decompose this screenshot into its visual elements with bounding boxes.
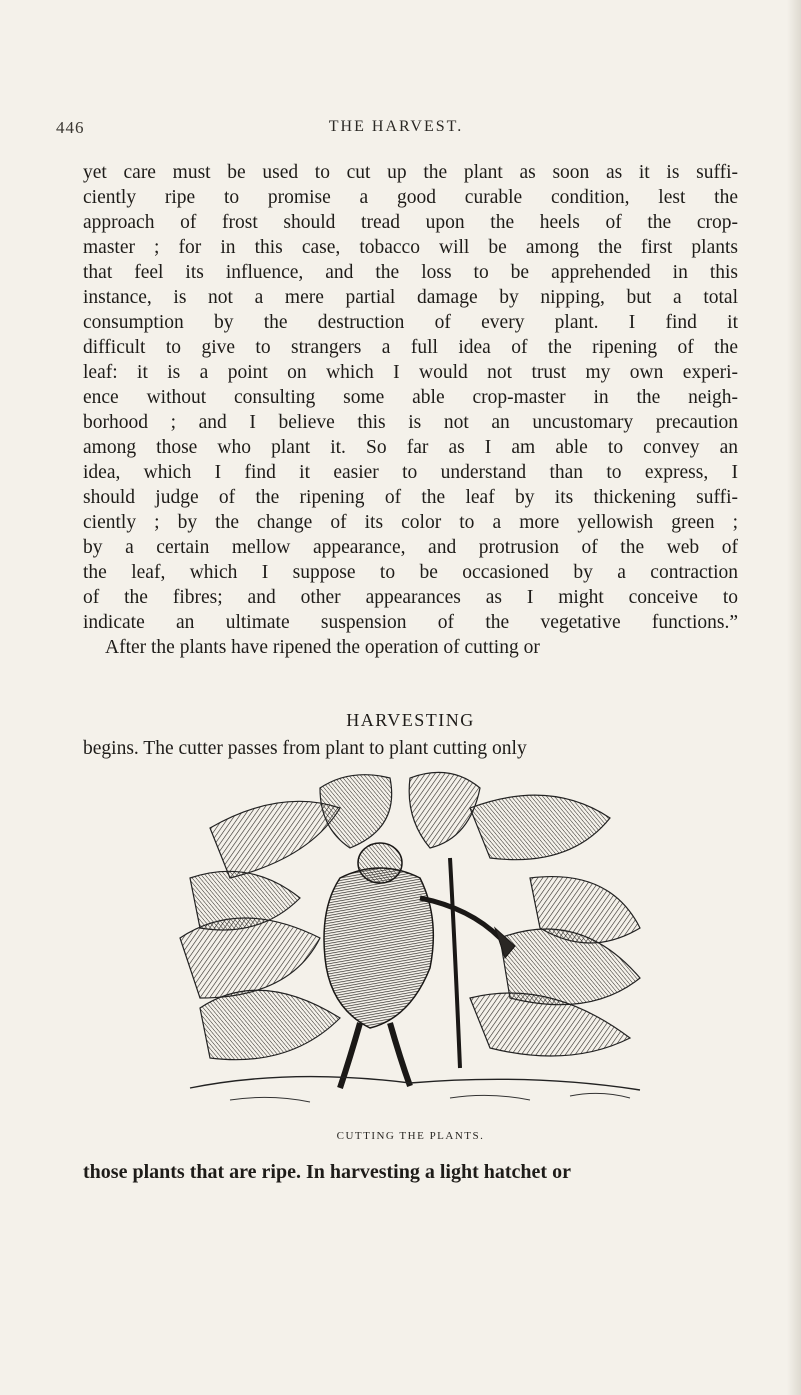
- text-line: that feel its influence, and the loss to be apprehended in this: [83, 262, 738, 283]
- running-header: [56, 118, 736, 142]
- text-line: After the plants have ripened the operation of cutting or: [105, 637, 540, 658]
- page-number: 446: [56, 118, 85, 137]
- text-line: idea, which I find it easier to understand than to express, I: [83, 462, 738, 483]
- text-line: by a certain mellow appearance, and protrusion of the web of: [83, 537, 738, 558]
- continuation-line: begins. The cutter passes from plant to plant cutting only: [83, 738, 527, 759]
- figure-caption: CUTTING THE PLANTS.: [336, 1130, 485, 1142]
- text-line: yet care must be used to cut up the plant as soon as it is suffi-: [83, 162, 738, 183]
- text-line: instance, is not a mere partial damage by nipping, but a total: [83, 287, 738, 308]
- text-line: consumption by the destruction of every plant. I find it: [83, 312, 738, 333]
- page-edge-shadow: [787, 0, 801, 1395]
- body-paragraph: [83, 160, 738, 660]
- text-line: among those who plant it. So far as I am able to convey an: [83, 437, 738, 458]
- text-line: should judge of the ripening of the leaf by its thickening suffi-: [83, 487, 738, 508]
- text-line: leaf: it is a point on which I would not trust my own experi-: [83, 362, 738, 383]
- text-line: of the fibres; and other appearances as I might conceive to: [83, 587, 738, 608]
- text-line: borhood ; and I believe this is not an uncustomary precaution: [83, 412, 738, 433]
- text-line: ciently ; by the change of its color to a more yellowish green ;: [83, 512, 738, 533]
- text-line: master ; for in this case, tobacco will be among the first plants: [83, 237, 738, 258]
- bottom-text-line: those plants that are ripe. In harvesting a light hatchet or: [83, 1161, 571, 1183]
- text-line: approach of frost should tread upon the heels of the crop-: [83, 212, 738, 233]
- text-line: ence without consulting some able crop-master in the neigh-: [83, 387, 738, 408]
- running-title: THE HARVEST.: [328, 118, 464, 135]
- cutting-plants-illustration: [170, 768, 650, 1118]
- text-line: difficult to give to strangers a full idea of the ripening of the: [83, 337, 738, 358]
- text-line: indicate an ultimate suspension of the vegetative functions.”: [83, 612, 738, 633]
- text-line: the leaf, which I suppose to be occasioned by a contraction: [83, 562, 738, 583]
- text-line: ciently ripe to promise a good curable condition, lest the: [83, 187, 738, 208]
- section-heading: HARVESTING: [346, 710, 475, 730]
